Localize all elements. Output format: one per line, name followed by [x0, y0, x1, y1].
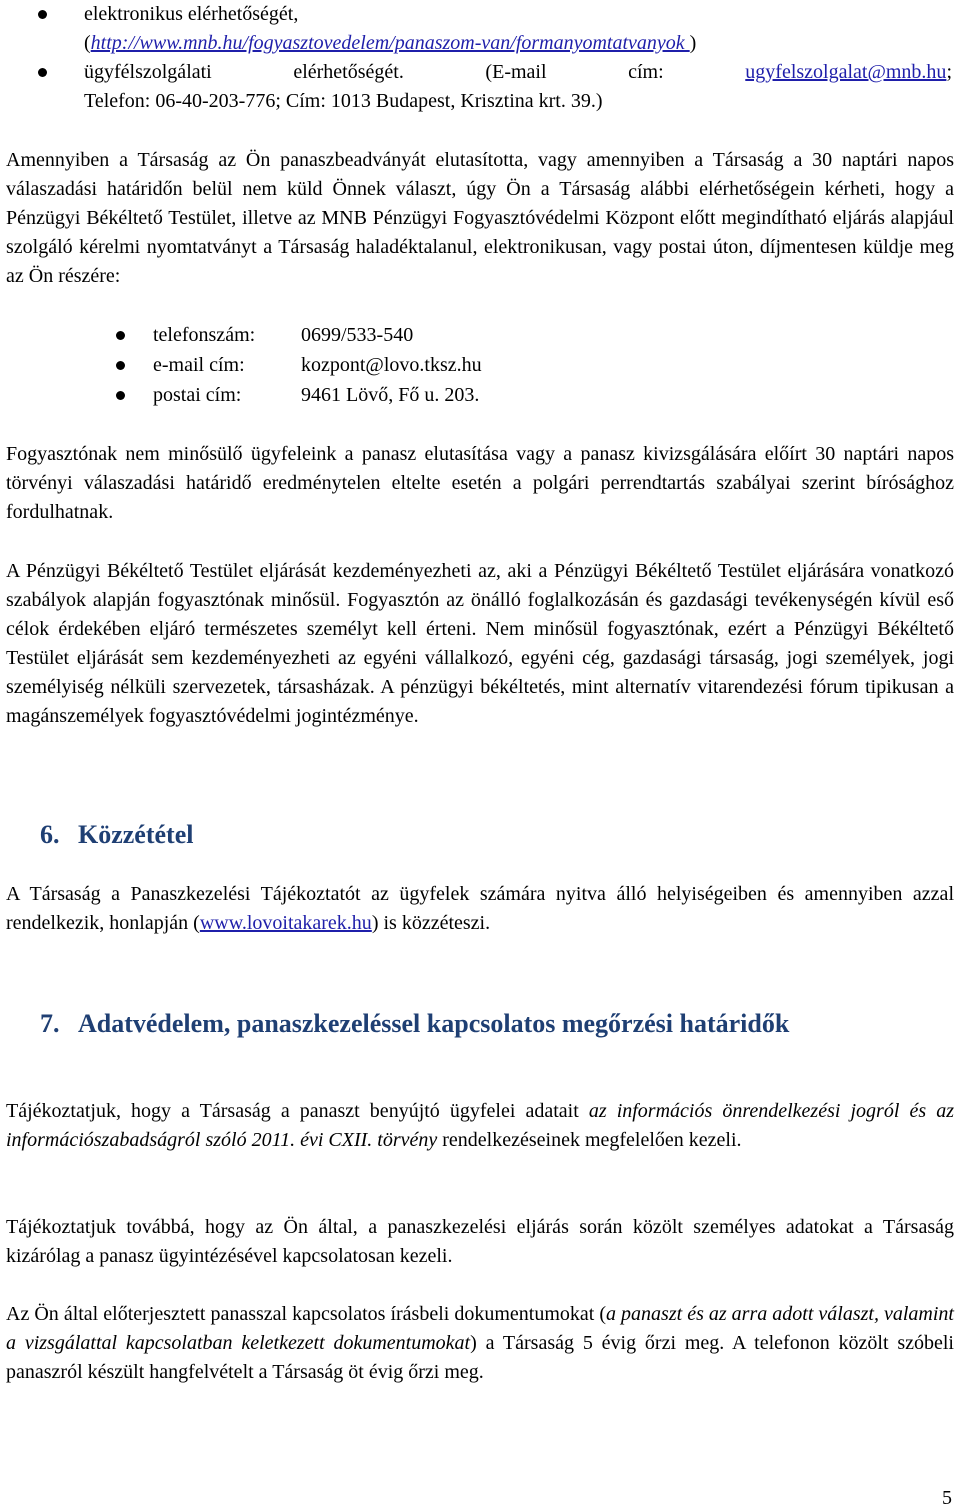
bullet-icon	[116, 391, 125, 400]
bullet-icon	[116, 331, 125, 340]
section-6-text: A Társaság a Panaszkezelési Tájékoztatót az ügyfelek számára nyitva álló helyiségeiben és amennyiben azzal rendelkezik, honlapján (www.lovoitakarek.hu) is közzéteszi.	[6, 883, 954, 934]
mnb-contact-list	[38, 0, 952, 116]
list-item: e-mail cím: kozpont@lovo.tksz.hu	[116, 351, 954, 381]
section-7-paragraph-2: Tájékoztatjuk továbbá, hogy az Ön által, a panaszkezelési eljárás során közölt személyes adatokat a Társaság kizárólag a panasz ügyintézésével kapcsolatosan kezeli.	[6, 1216, 954, 1267]
section-7-heading: 7. Adatvédelem, panaszkezeléssel kapcsolatos megőrzési határidők	[40, 1009, 790, 1038]
section-7-paragraph-3: Az Ön által előterjesztett panasszal kapcsolatos írásbeli dokumentumokat (a panaszt és az arra adott választ, valamint a vizsgálattal kapcsolatban keletkezett dokumentumokat) a Társaság 5 évig őrzi meg. A telefonon közölt szóbeli panaszról készült hangfelvételt a Társaság öt évig őrzi meg.	[6, 1303, 954, 1383]
paragraph-non-consumer: Fogyasztónak nem minősülő ügyfeleink a panasz elutasítása vagy a panasz kivizsgálására előírt 30 naptári napos törvényi válaszadási határidő eredménytelen eltelte esetén a polgári perrendtartás szabályai szerint bírósághoz fordulhatnak.	[6, 443, 954, 523]
list-item-text: Telefon: 06-40-203-776; Cím: 1013 Budapest, Krisztina krt. 39.)	[84, 90, 603, 112]
list-item: telefonszám: 0699/533-540	[116, 321, 954, 351]
section-6-heading: 6. Közzététel	[40, 820, 194, 849]
bullet-icon	[116, 361, 125, 370]
paragraph-rejection: Amennyiben a Társaság az Ön panaszbeadványát elutasította, vagy amennyiben a Társaság a 30 naptári napos válaszadási határidőn belül nem küld Önnek választ, úgy Ön a Társaság alábbi elérhetőségein kérheti, hogy a Pénzügyi Békéltető Testület, illetve az MNB Pénzügyi Fogyasztóvédelmi Központ előtt megindítható eljárás alapjául szolgáló kérelmi nyomtatványt a Társaság haladéktalanul, elektronikusan, vagy postai úton, díjmentesen küldje meg az Ön részére:	[6, 149, 954, 287]
section-7-paragraph-1: Tájékoztatjuk, hogy a Társaság a panaszt benyújtó ügyfelei adatait az információs önrendelkezési jogról és az információszabadságról szóló 2011. évi CXII. törvény rendelkezéseinek megfelelően kezeli.	[6, 1100, 954, 1151]
list-item: ügyfélszolgálati elérhetőségét. (E-mail cím: ugyfelszolgalat@mnb.hu; Telefon: 06-40-203-776; Cím: 1013 Budapest, Krisztina krt. 39.)	[38, 58, 952, 116]
bullet-icon	[38, 68, 47, 77]
mnb-form-link[interactable]: http://www.mnb.hu/fogyasztovedelem/panaszom-van/formanyomtatvanyok	[90, 32, 690, 54]
list-item: postai cím: 9461 Lövő, Fő u. 203.	[116, 381, 954, 411]
list-item: elektronikus elérhetőségét, (http://www.mnb.hu/fogyasztovedelem/panaszom-van/formanyomtatvanyok )	[38, 0, 952, 58]
list-item-text: elektronikus elérhetőségét,	[84, 3, 299, 25]
paragraph-pbt: A Pénzügyi Békéltető Testület eljárását kezdeményezheti az, aki a Pénzügyi Békéltető Testület eljárására vonatkozó szabályok alapján fogyasztónak minősül. Fogyasztón az önálló foglalkozásán és gazdasági tevékenységén kívül eső célok érdekében eljáró természetes személyt kell érteni. Nem minősül fogyasztónak, ezért a Pénzügyi Békéltető Testület eljárását sem kezdeményezheti az egyéni vállalkozó, egyéni cég, gazdasági társaság, jogi személyek, jogi személyiség nélküli szervezetek, társasházak. A pénzügyi békéltetés, mint alternatív vitarendezési fórum tipikusan a magánszemélyek fogyasztóvédelmi jogintézménye.	[6, 560, 954, 727]
bullet-icon	[38, 10, 47, 19]
company-contact-list	[116, 321, 954, 411]
mnb-email-link[interactable]: ugyfelszolgalat@mnb.hu	[745, 61, 947, 83]
page-number: 5	[942, 1487, 952, 1509]
website-link[interactable]: www.lovoitakarek.hu	[199, 912, 372, 934]
